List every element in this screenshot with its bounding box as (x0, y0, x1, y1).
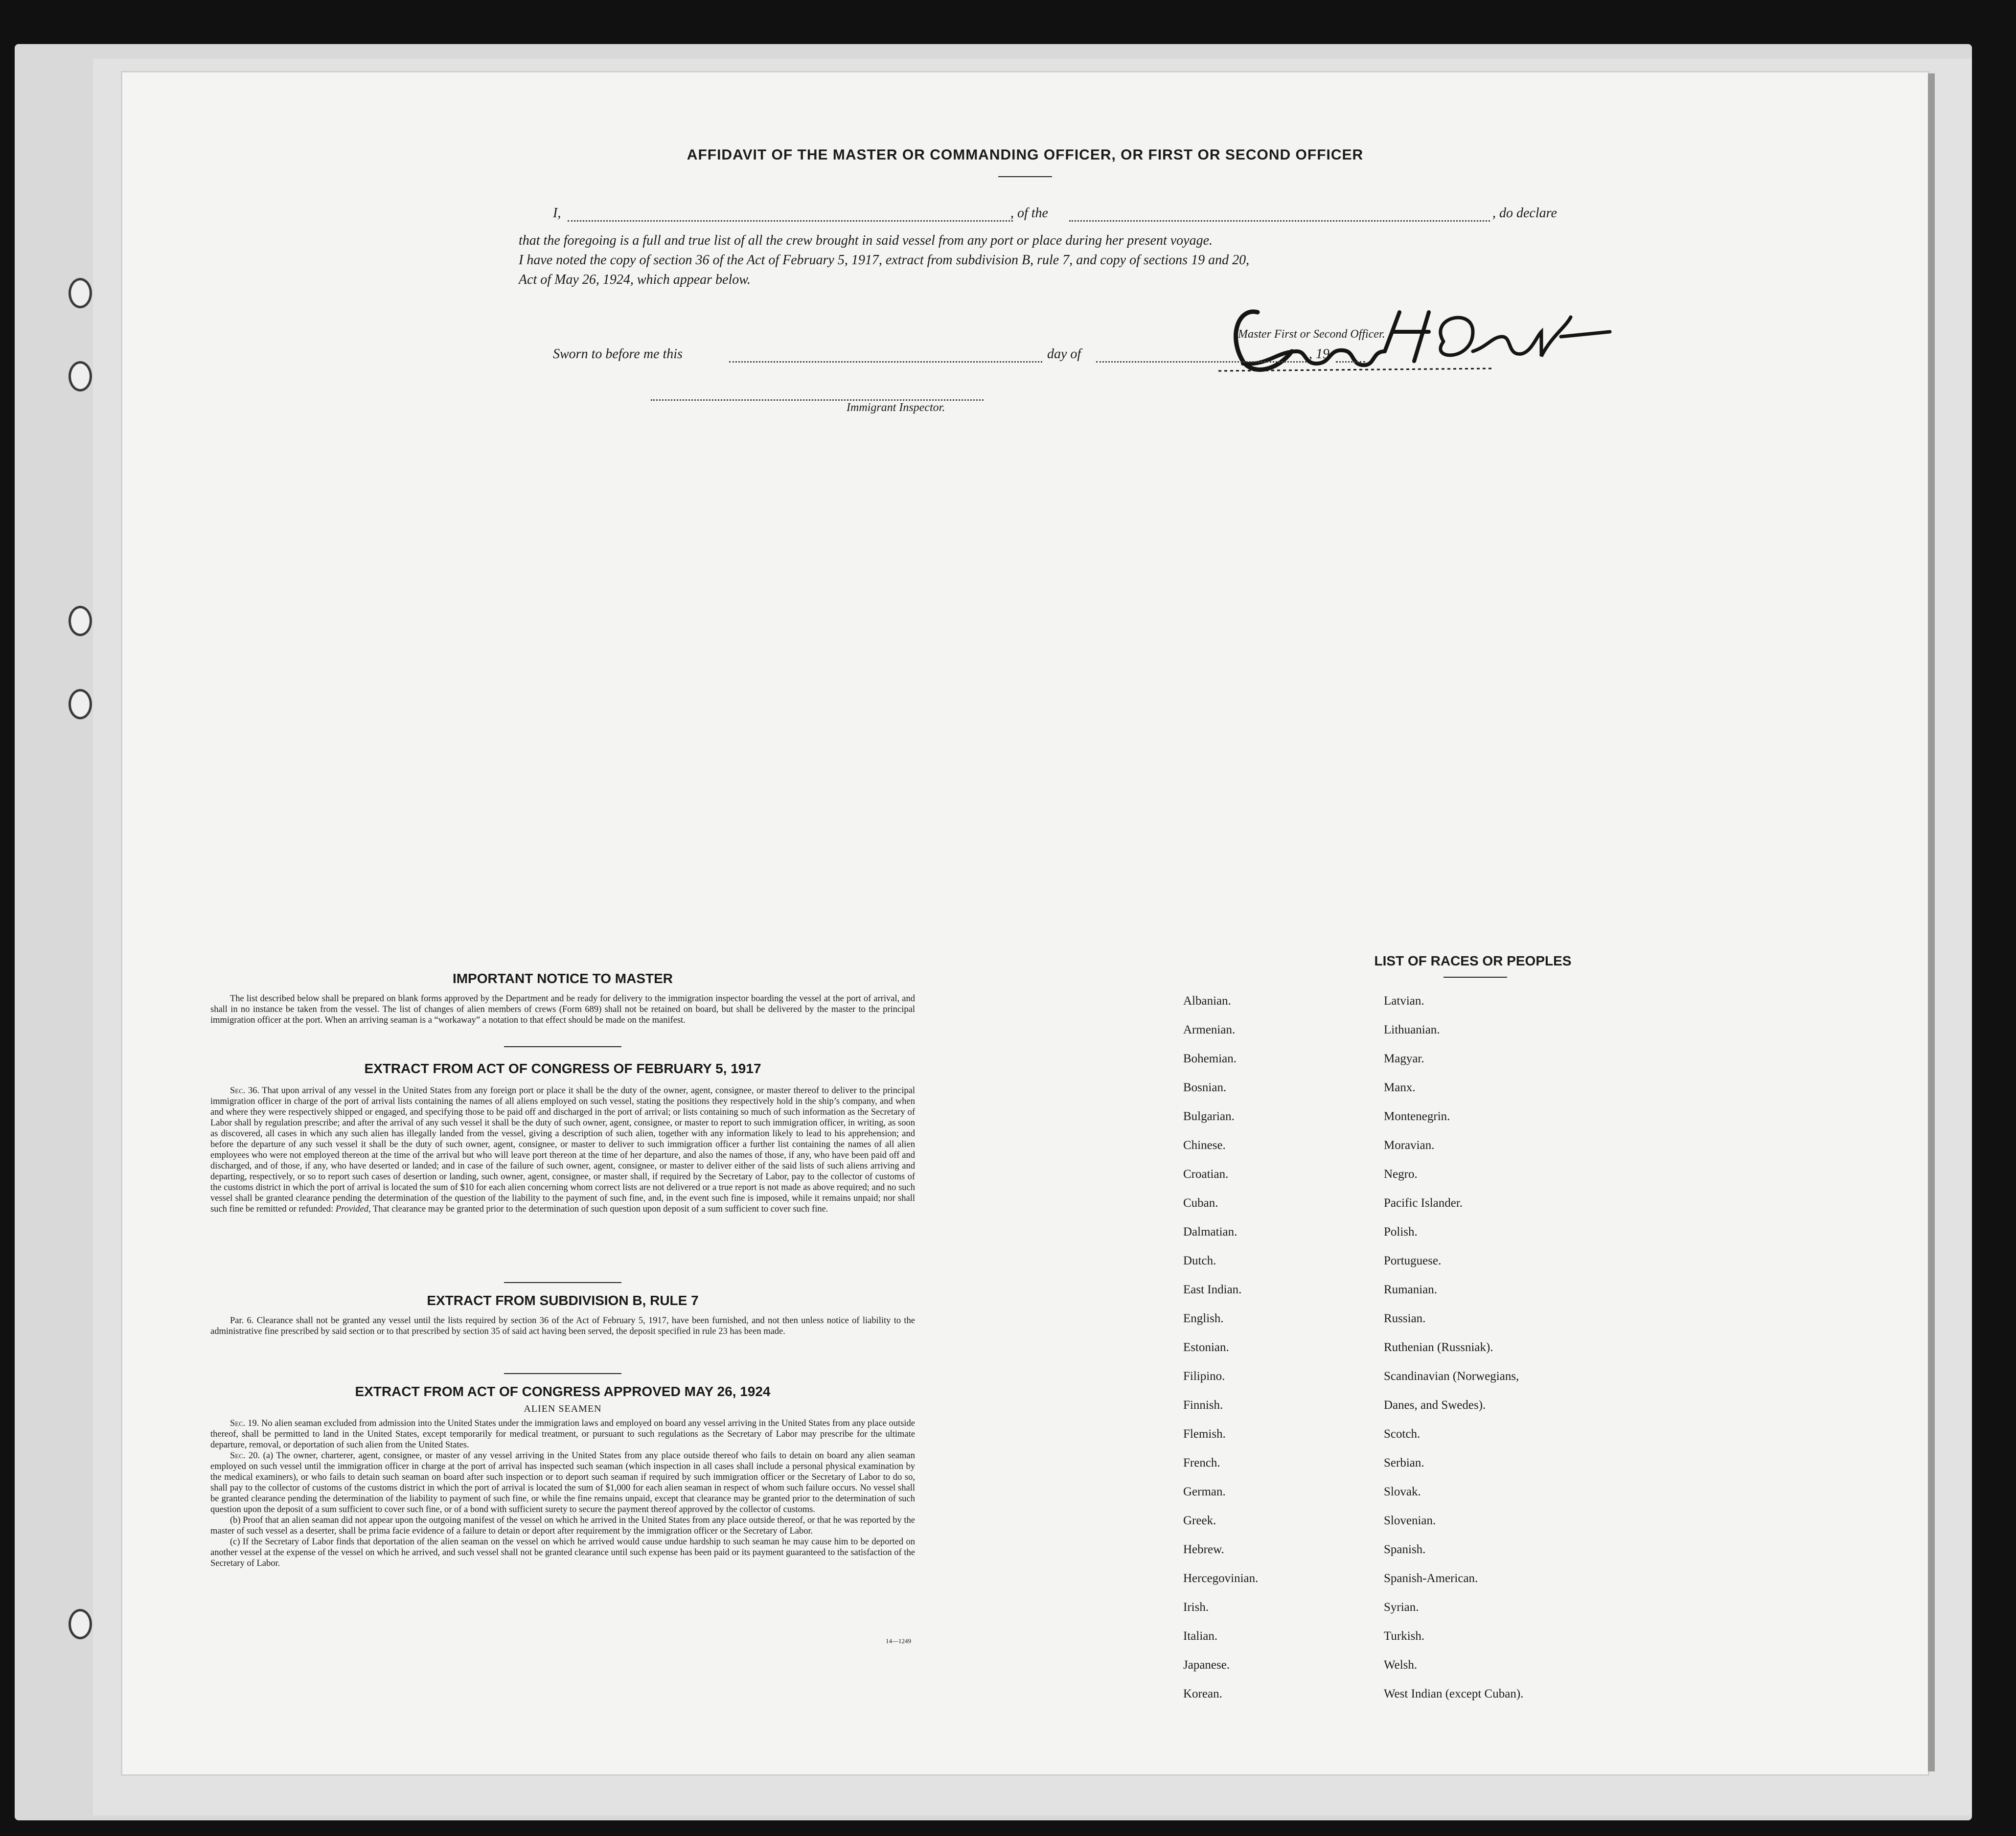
race-item: Chinese. (1183, 1139, 1226, 1152)
day-of-label: day of (1047, 346, 1081, 362)
sworn-month-field[interactable] (1096, 361, 1306, 363)
race-item: Slovenian. (1384, 1514, 1436, 1527)
race-item: Syrian. (1384, 1601, 1419, 1614)
vessel-name-field[interactable] (1069, 220, 1490, 222)
extract-rule7-title: EXTRACT FROM SUBDIVISION B, RULE 7 (427, 1293, 699, 1308)
race-item: Slovak. (1384, 1485, 1421, 1498)
race-item: Bosnian. (1183, 1081, 1227, 1094)
race-item: Spanish. (1384, 1543, 1426, 1556)
sworn-label: Sworn to before me this (553, 346, 683, 362)
race-item: Irish. (1183, 1601, 1209, 1614)
extract-1917-body (210, 1085, 915, 1215)
section-text: No alien seaman excluded from admission into the United States under the immigration laws and employed on board any vessel arriving in the United States from any place outside thereof, shall be permitted to land in the United States, except temporarily for medical treatment, or pursuant to such regulations as the Secretary of Labor may prescribe for the ultimate departure, removal, or deportation of such alien from the United States. (210, 1419, 915, 1450)
notice-body (210, 993, 915, 1026)
notice-title: IMPORTANT NOTICE TO MASTER (452, 971, 673, 986)
proviso-label: Provided, (335, 1204, 371, 1214)
race-item: Welsh. (1384, 1658, 1418, 1672)
race-item: Filipino. (1183, 1370, 1225, 1383)
race-item: Bohemian. (1183, 1052, 1237, 1065)
sworn-date-field[interactable] (729, 361, 1042, 363)
race-item: Moravian. (1384, 1139, 1435, 1152)
race-item: German. (1183, 1485, 1226, 1498)
race-item: Pacific Islander. (1384, 1196, 1463, 1210)
affidavit-statement-line: I have noted the copy of section 36 of the Act of February 5, 1917, extract from subdivision B, rule 7, and copy of sections 19 and 20, (519, 252, 1250, 268)
extract-1924-title: EXTRACT FROM ACT OF CONGRESS APPROVED MAY 26, 1924 (355, 1384, 771, 1399)
race-item: Magyar. (1384, 1052, 1424, 1065)
sworn-year-field[interactable] (1336, 361, 1365, 363)
race-item: Hebrew. (1183, 1543, 1224, 1556)
race-item: Polish. (1384, 1225, 1418, 1239)
race-item: English. (1183, 1312, 1224, 1325)
notice-text: The list described below shall be prepared on blank forms approved by the Department and be ready for delivery to the immigration inspector boarding the vessel at the port of arrival, and shall in no instance be taken from the vessel. The list of changes of alien members of crews (Form 689) shall not be retained on board, but shall be delivered by the master to the principal immigration officer at the port. When an arriving seaman is a “workaway” a notation to that effect should be made on the manifest. (210, 994, 915, 1025)
race-item: Turkish. (1384, 1629, 1425, 1643)
race-item: Cuban. (1183, 1196, 1218, 1210)
title-divider (504, 1046, 621, 1047)
title-divider (998, 176, 1052, 177)
race-item: Scotch. (1384, 1427, 1420, 1441)
section-text: (c) If the Secretary of Labor finds that deportation of the alien seaman on the vessel on which he arrived would cause undue hardship to such seaman he may cause him to be deported on another vessel at the expense of the vessel on which he arrived, and such vessel shall not be granted clearance until such expense has been paid or its payment guaranteed to the satisfaction of the Secretary of Labor. (210, 1537, 915, 1568)
race-item: West Indian (except Cuban). (1384, 1687, 1524, 1700)
race-item: Flemish. (1183, 1427, 1226, 1441)
race-item: Armenian. (1183, 1023, 1236, 1036)
punch-hole-icon (69, 606, 92, 636)
affidavit-statement-line: Act of May 26, 1924, which appear below. (519, 272, 751, 287)
race-item: French. (1183, 1456, 1220, 1469)
race-item: Greek. (1183, 1514, 1216, 1527)
declare-label: , do declare (1492, 206, 1557, 221)
race-item: Dalmatian. (1183, 1225, 1237, 1239)
race-item: East Indian. (1183, 1283, 1242, 1296)
race-item: Estonian. (1183, 1341, 1229, 1354)
master-signature-label: Master First or Second Officer. (1238, 328, 1385, 341)
section-text: (b) Proof that an alien seaman did not appear upon the outgoing manifest of the vessel on which he arrived in the United States from any place outside thereof, or that he was reported by the master of such vessel as a deserter, shall be prima facie evidence of a failure to detain or deport after requirement by the immigration officer or the Secretary of Labor. (210, 1515, 915, 1536)
title-divider (504, 1282, 621, 1283)
punch-hole-icon (69, 278, 92, 308)
year-label: , 19 (1309, 346, 1329, 362)
race-item: Russian. (1384, 1312, 1426, 1325)
race-item: Croatian. (1183, 1168, 1229, 1181)
race-item: Scandinavian (Norwegians, (1384, 1370, 1519, 1383)
race-item: Ruthenian (Russniak). (1384, 1341, 1493, 1354)
sheet-edge-shadow (1928, 73, 1935, 1771)
race-item: Hercegovinian. (1183, 1572, 1259, 1585)
race-item: Latvian. (1384, 994, 1424, 1008)
race-item: Albanian. (1183, 994, 1231, 1008)
section-text: (a) The owner, charterer, agent, consignee, or master of any vessel arriving in the United States from any place outside thereof who fails to detain on board any alien seaman employed on such vessel until the immigration officer in charge at the port of arrival has inspected such seaman (which inspection in all cases shall include a personal physical examination by the medical examiners), or who fails to detain such seaman on board after such inspection or to deport such seaman if required by such immigration officer or the Secretary of Labor to do so, shall pay to the collector of customs of the customs district in which the port of arrival is located the sum of $1,000 for each alien seaman in respect of whom such failure occurs. No vessel shall be granted clearance pending the determination of the liability to payment of such fine, or while the fine remains unpaid, except that clearance may be granted prior to the determination of such question upon the deposit of a sum sufficient to cover such fine, or of a bond with sufficient surety to secure the payment thereof approved by the collector of customs. (210, 1451, 915, 1515)
declarant-name-field[interactable] (568, 220, 1013, 222)
races-column-1 (1183, 994, 1258, 1716)
race-item: Danes, and Swedes). (1384, 1399, 1486, 1412)
inspector-label: Immigrant Inspector. (847, 401, 945, 414)
punch-hole-icon (69, 1609, 92, 1639)
section-label: Sec. 20. (230, 1451, 260, 1461)
race-item: Lithuanian. (1384, 1023, 1440, 1036)
title-divider (504, 1373, 621, 1374)
section-label: Sec. 19. (230, 1419, 259, 1428)
race-item: Spanish-American. (1384, 1572, 1478, 1585)
section-text: That upon arrival of any vessel in the United States from any foreign port or place it shall be the duty of the owner, agent, consignee, or master thereof to deliver to the principal immigration officer in charge of the port of arrival lists containing the names of all aliens employed on such vessel, stating the positions they respectively hold in the ship’s company, and when and where they were respectively shipped or engaged, and specifying those to be paid off and discharged in the port of arrival; or lists containing so much of such information as the Secretary of Labor shall by regulation prescribe; and after the arrival of any such vessel it shall be the duty of such owner, agent, consignee, or master to report to such immigration officer, in writing, as soon as discovered, all cases in which any such alien has illegally landed from the vessel, giving a description of such alien, together with any information likely to lead to his apprehension; and before the departure of any such vessel it shall be the duty of such owner, agent, consignee, or master to deliver to such immigration officer a further list containing the names of all alien employees who were not employed thereon at the time of the arrival but who will leave port thereon at the time of her departure, and also the names of those, if any, who have been paid off and discharged, and of those, if any, who have deserted or landed; and in case of the failure of such owner, agent, consignee, or master to deliver either of the said lists of such aliens arriving and departing, respectively, or so to report such cases of desertion or landing, such owner, agent, consignee, or master shall, if required by the Secretary of Labor, pay to the collector of customs of the customs district in which the port of arrival is located the sum of $10 for each alien concerning whom correct lists are not delivered or a true report is not made as above required; and no such vessel shall be granted clearance pending the determination of the question of the liability to the payment of such fine, and, in the event such fine is imposed, while it remains unpaid; nor shall such fine be remitted or refunded: (210, 1086, 915, 1214)
race-item: Dutch. (1183, 1254, 1216, 1267)
races-column-2 (1384, 994, 1523, 1716)
race-item: Korean. (1183, 1687, 1222, 1700)
declarant-label: I, (553, 206, 561, 221)
form-number: 14—1249 (886, 1637, 911, 1645)
alien-seamen-subtitle: ALIEN SEAMEN (524, 1403, 602, 1414)
race-item: Negro. (1384, 1168, 1418, 1181)
section-text: Par. 6. Clearance shall not be granted any vessel until the lists required by section 36 of the Act of February 5, 1917, have been furnished, and not then unless notice of liability to the administrative fine prescribed by said section or to that prescribed by section 35 of said act having been served, the deposit specified in rule 23 has been made. (210, 1316, 915, 1336)
extract-rule7-body (210, 1315, 915, 1337)
race-item: Portuguese. (1384, 1254, 1442, 1267)
punch-hole-icon (69, 689, 92, 719)
extract-1924-body (210, 1418, 915, 1569)
races-title: LIST OF RACES OR PEOPLES (1374, 953, 1572, 968)
title-divider (1443, 977, 1507, 978)
of-the-label: , of the (1010, 206, 1048, 221)
proviso-text: That clearance may be granted prior to the determination of such question upon deposit of a sum sufficient to cover such fine. (372, 1204, 828, 1214)
race-item: Japanese. (1183, 1658, 1230, 1672)
race-item: Finnish. (1183, 1399, 1223, 1412)
affidavit-title: AFFIDAVIT OF THE MASTER OR COMMANDING OFFICER, OR FIRST OR SECOND OFFICER (687, 147, 1364, 163)
inspector-signature-field[interactable] (651, 399, 984, 401)
affidavit-statement-line: that the foregoing is a full and true list of all the crew brought in said vessel from any port or place during her present voyage. (519, 233, 1213, 248)
race-item: Italian. (1183, 1629, 1218, 1643)
race-item: Rumanian. (1384, 1283, 1438, 1296)
race-item: Montenegrin. (1384, 1110, 1450, 1123)
section-label: Sec. 36. (230, 1086, 260, 1096)
race-item: Manx. (1384, 1081, 1416, 1094)
race-item: Serbian. (1384, 1456, 1424, 1469)
race-item: Bulgarian. (1183, 1110, 1235, 1123)
punch-hole-icon (69, 361, 92, 391)
extract-1917-title: EXTRACT FROM ACT OF CONGRESS OF FEBRUARY 5, 1917 (364, 1061, 761, 1076)
affidavit-sheet (122, 72, 1928, 1774)
